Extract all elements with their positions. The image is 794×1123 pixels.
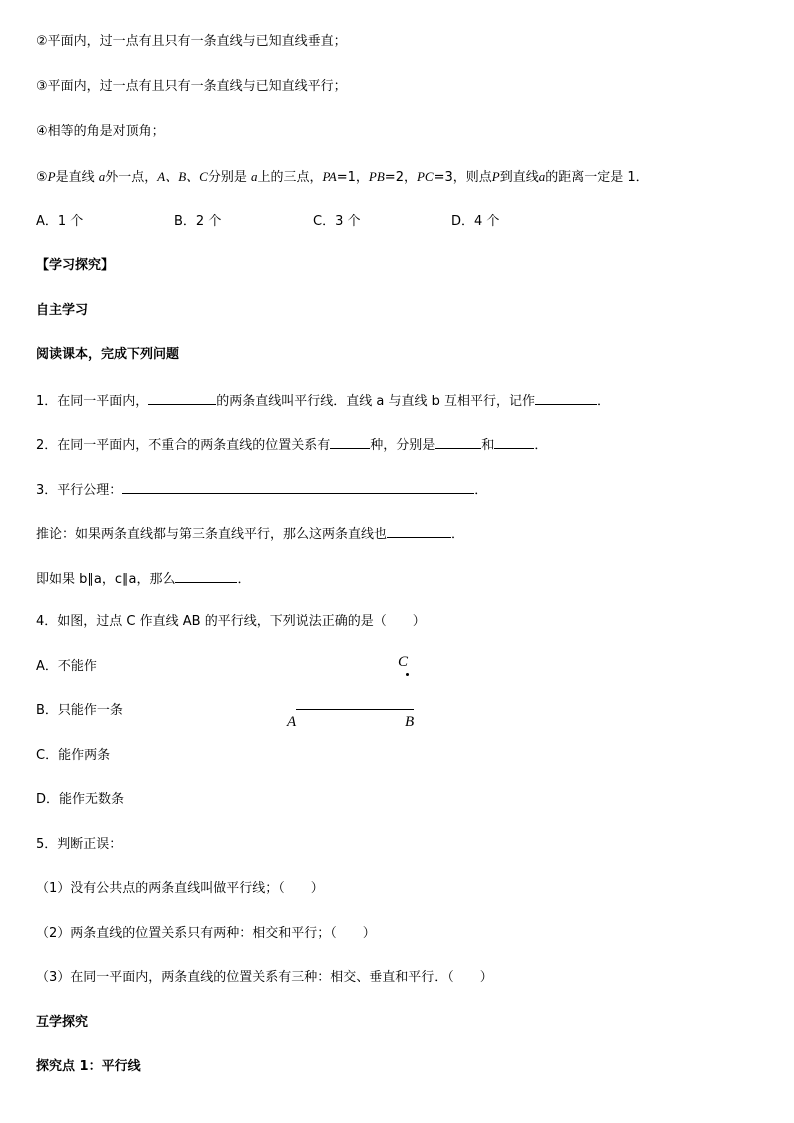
heading-self: 自主学习 <box>36 303 89 318</box>
point-c-dot <box>406 673 409 676</box>
blank[interactable] <box>494 435 534 449</box>
question-4-option-c: C．能作两条 <box>36 748 111 763</box>
label-b: B <box>405 714 415 730</box>
option-a: A．1 个 <box>36 214 84 229</box>
label-a: A <box>287 714 297 730</box>
blank[interactable] <box>148 391 216 405</box>
option-d: D．4 个 <box>451 214 500 229</box>
option-b: B．2 个 <box>174 214 222 229</box>
question-4-stem: 4．如图，过点 C 作直线 AB 的平行线，下列说法正确的是（ ） <box>36 614 426 629</box>
heading-read: 阅读课本，完成下列问题 <box>36 347 180 362</box>
question-5-item-1: （1）没有公共点的两条直线叫做平行线；（ ） <box>36 881 324 896</box>
blank[interactable] <box>330 435 370 449</box>
heading-mutual: 互学探究 <box>36 1015 89 1030</box>
question-2: 2．在同一平面内，不重合的两条直线的位置关系有 种，分别是 和 ． <box>36 435 547 455</box>
heading-study: 【学习探究】 <box>36 258 115 273</box>
heading-point-1: 探究点 1：平行线 <box>36 1059 141 1074</box>
question-3: 3．平行公理： ． <box>36 480 487 500</box>
question-5-item-3: （3）在同一平面内，两条直线的位置关系有三种：相交、垂直和平行．（ ） <box>36 970 493 985</box>
question-5-item-2: （2）两条直线的位置关系只有两种：相交和平行；（ ） <box>36 926 376 941</box>
question-5-stem: 5．判断正误： <box>36 837 123 852</box>
blank[interactable] <box>387 524 451 538</box>
blank[interactable] <box>535 391 597 405</box>
label-c: C <box>398 654 409 670</box>
figure-line-ab <box>296 709 414 710</box>
blank[interactable] <box>435 435 481 449</box>
statement-3: ③平面内，过一点有且只有一条直线与已知直线平行； <box>36 79 347 94</box>
question-4-option-b: B．只能作一条 <box>36 703 123 718</box>
statement-2: ②平面内，过一点有且只有一条直线与已知直线垂直； <box>36 34 347 49</box>
question-1: 1．在同一平面内， 的两条直线叫平行线．直线 a 与直线 b 互相平行，记作 ． <box>36 391 610 411</box>
question-4-option-a: A．不能作 <box>36 659 97 674</box>
option-c: C．3 个 <box>313 214 361 229</box>
corollary-example: 即如果 b∥a，c∥a，那么 ． <box>36 569 250 589</box>
statement-5: ⑤P是直线 a外一点，A、B、C分别是 a上的三点，PA=1，PB=2，PC=3，则点P到直线a的距离一定是 1． <box>36 169 649 185</box>
question-4-option-d: D．能作无数条 <box>36 792 125 807</box>
blank[interactable] <box>175 569 237 583</box>
blank[interactable] <box>122 480 474 494</box>
statement-4: ④相等的角是对顶角； <box>36 124 165 139</box>
corollary: 推论：如果两条直线都与第三条直线平行，那么这两条直线也 ． <box>36 524 464 544</box>
